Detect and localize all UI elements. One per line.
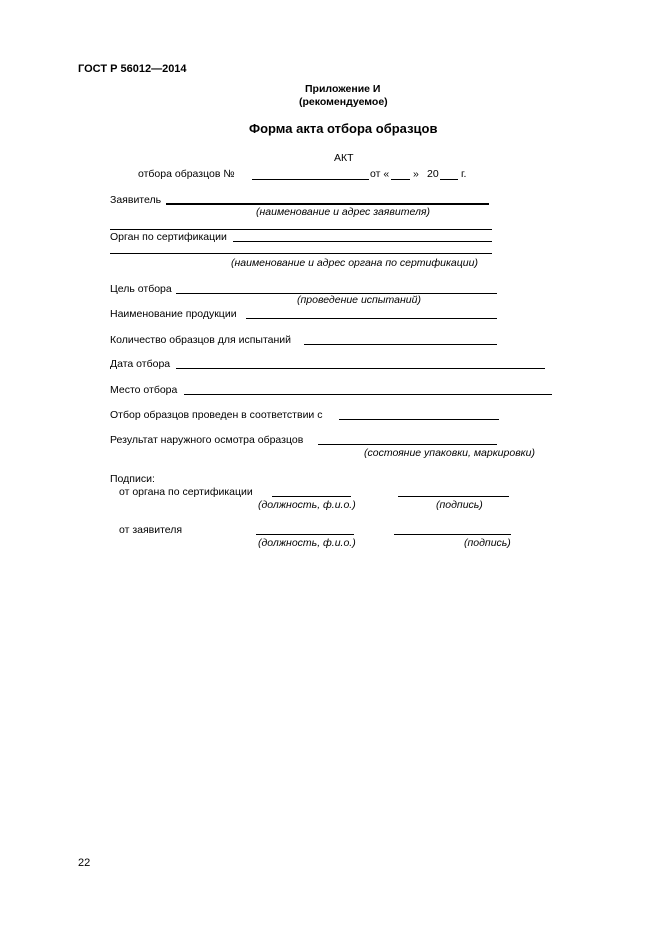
conformity-label: Отбор образцов проведен в соответствии с [110, 409, 323, 421]
sign-body-position-hint: (должность, ф.и.о.) [258, 499, 356, 511]
sign-applicant-signature-line [394, 534, 511, 535]
sign-applicant-position-line [256, 534, 354, 535]
quantity-label: Количество образцов для испытаний [110, 334, 292, 346]
signatures-title: Подписи: [110, 473, 155, 485]
inspection-line [318, 444, 497, 445]
act-number-line [252, 179, 369, 180]
purpose-hint: (проведение испытаний) [297, 294, 421, 306]
certification-body-label: Орган по сертификации [110, 231, 227, 243]
sign-applicant-signature-hint: (подпись) [464, 537, 511, 549]
purpose-label: Цель отбора [110, 283, 172, 295]
act-quote-close: » [413, 168, 419, 180]
applicant-label: Заявитель [110, 194, 162, 206]
applicant-hint: (наименование и адрес заявителя) [256, 206, 430, 218]
date-line [176, 368, 545, 369]
act-year-suffix: г. [461, 168, 467, 180]
appendix-note: (рекомендуемое) [299, 96, 388, 108]
act-from-label: от « [370, 168, 390, 180]
quantity-line [304, 344, 497, 345]
sign-body-signature-hint: (подпись) [436, 499, 483, 511]
product-line [246, 318, 497, 319]
act-year-prefix: 20 [427, 168, 439, 180]
place-label: Место отбора [110, 384, 178, 396]
sign-body-label: от органа по сертификации [119, 486, 253, 498]
applicant-line-2 [110, 229, 492, 230]
sign-applicant-label: от заявителя [119, 524, 183, 536]
act-title: АКТ [334, 152, 354, 164]
place-line [184, 394, 552, 395]
standard-header: ГОСТ Р 56012—2014 [78, 63, 187, 75]
applicant-line [166, 203, 489, 205]
page-number: 22 [78, 857, 91, 869]
certification-body-hint: (наименование и адрес органа по сертификации) [231, 257, 478, 269]
date-label: Дата отбора [110, 358, 171, 370]
certification-body-line-2 [110, 253, 492, 254]
inspection-hint: (состояние упаковки, маркировки) [364, 447, 535, 459]
inspection-label: Результат наружного осмотра образцов [110, 434, 304, 446]
certification-body-line [233, 241, 492, 242]
appendix-title: Приложение И [305, 83, 381, 95]
product-label: Наименование продукции [110, 308, 237, 320]
sign-applicant-position-hint: (должность, ф.и.о.) [258, 537, 356, 549]
act-year-line [440, 179, 458, 180]
act-day-line [391, 179, 410, 180]
sign-body-position-line [272, 496, 351, 497]
sign-body-signature-line [398, 496, 509, 497]
form-title: Форма акта отбора образцов [249, 121, 438, 136]
act-number-label: отбора образцов № [138, 168, 235, 180]
conformity-line [339, 419, 499, 420]
